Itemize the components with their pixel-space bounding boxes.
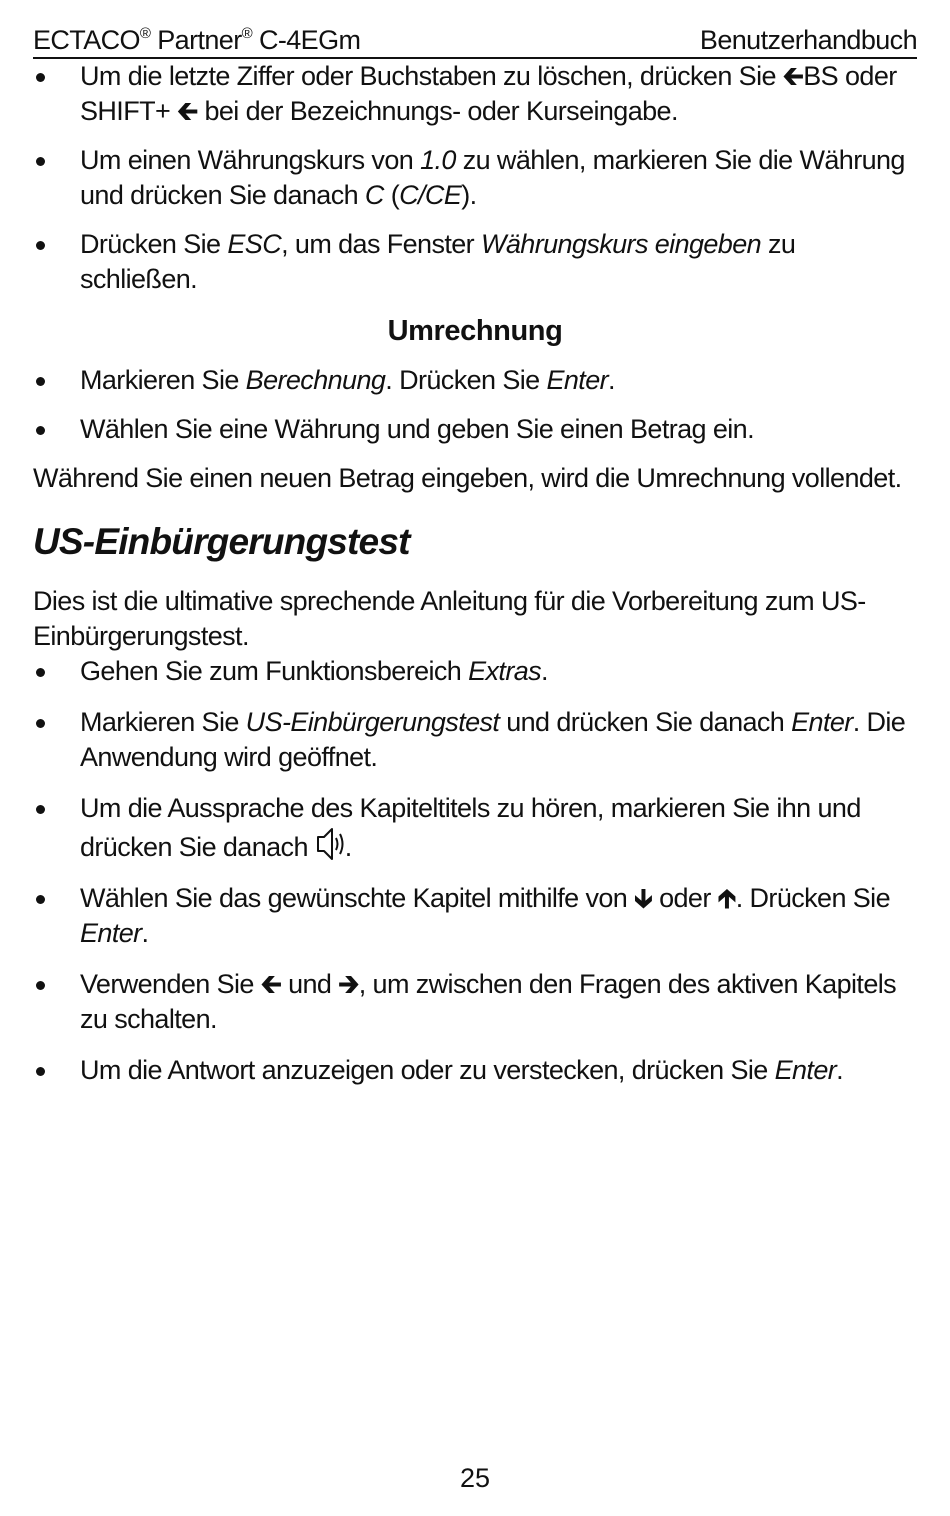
header-manual-label: Benutzerhandbuch: [699, 25, 917, 55]
list-item: Markieren Sie US-Einbürgerungstest und drücken Sie danach Enter. Die Anwendung wird geöffnet.: [33, 705, 917, 775]
us-test-intro: Dies ist die ultimative sprechende Anleitung für die Vorbereitung zum US-Einbürgerungstest.: [33, 586, 866, 651]
us-test-heading: US-Einbürgerungstest: [33, 521, 410, 562]
currency-input-bullets: [33, 59, 917, 297]
list-item: Um die letzte Ziffer oder Buchstaben zu löschen, drücken Sie 🡰BS oder SHIFT+ 🡰 bei der Bezeichnungs- oder Kurseingabe.: [33, 59, 917, 129]
umrechnung-bullets: [33, 363, 917, 447]
list-item: Wählen Sie eine Währung und geben Sie einen Betrag ein.: [33, 412, 917, 447]
umrechnung-heading: Umrechnung: [387, 315, 563, 347]
list-item: Um die Aussprache des Kapiteltitels zu hören, markieren Sie ihn und drücken Sie danach .: [33, 791, 917, 865]
left-arrow-icon: 🡰: [782, 61, 804, 91]
list-item: Verwenden Sie 🡰 und 🡲, um zwischen den Fragen des aktiven Kapitels zu schalten.: [33, 967, 917, 1037]
us-test-bullets: [33, 654, 917, 1088]
list-item: Um einen Währungskurs von 1.0 zu wählen, markieren Sie die Währung und drücken Sie danach C (C/CE).: [33, 143, 917, 213]
list-item: Wählen Sie das gewünschte Kapitel mithilfe von 🡳 oder 🡱. Drücken Sie Enter.: [33, 881, 917, 951]
right-arrow-icon: 🡲: [338, 969, 359, 999]
left-arrow-icon: 🡰: [177, 96, 198, 126]
page-header: [33, 24, 917, 59]
umrechnung-paragraph: Während Sie einen neuen Betrag eingeben, wird die Umrechnung vollendet.: [33, 463, 902, 493]
list-item: Gehen Sie zum Funktionsbereich Extras.: [33, 654, 917, 689]
list-item: Drücken Sie ESC, um das Fenster Währungskurs eingeben zu schließen.: [33, 227, 917, 297]
down-arrow-icon: 🡳: [634, 883, 653, 913]
list-item: Um die Antwort anzuzeigen oder zu verstecken, drücken Sie Enter.: [33, 1053, 917, 1088]
left-arrow-icon: 🡰: [260, 969, 282, 999]
page-number: 25: [459, 1463, 491, 1493]
list-item: Markieren Sie Berechnung. Drücken Sie Enter.: [33, 363, 917, 398]
manual-page: [33, 24, 917, 1104]
speaker-icon: [315, 826, 345, 862]
up-arrow-icon: 🡱: [717, 883, 736, 913]
header-product-title: ECTACO® Partner® C-4EGm: [33, 25, 361, 55]
